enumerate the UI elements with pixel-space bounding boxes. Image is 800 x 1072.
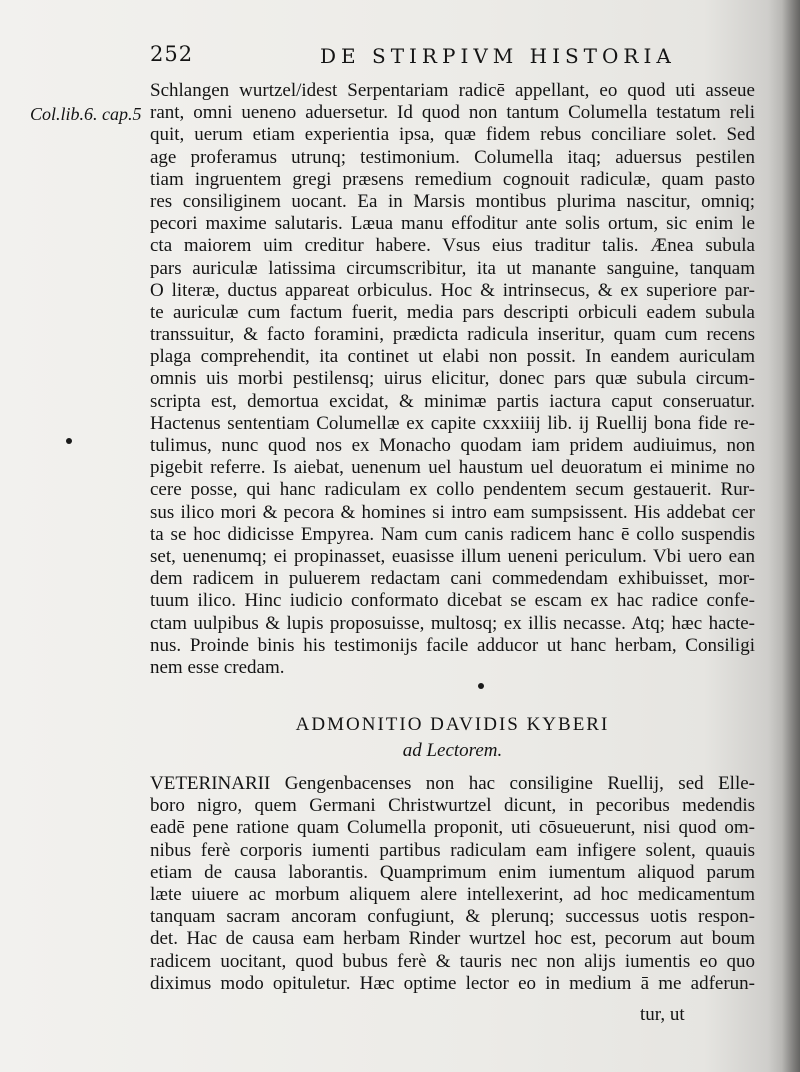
text-line: O literæ, ductus appareat orbiculus. Hoc & intrinsecus, & ex superiore par- xyxy=(150,279,755,301)
text-line: diximus modo opituletur. Hæc optime lector eo in medium ā me adferun- xyxy=(150,972,755,994)
catchword: tur, ut xyxy=(640,1004,685,1025)
text-line: etiam de causa laborantis. Quamprimum enim iumentum aliquod parum xyxy=(150,861,755,883)
text-line: tiam ingruentem gregi præsens remedium cognouit radiculæ, quam pasto xyxy=(150,168,755,190)
text-line: ta se hoc didicisse Empyrea. Nam cum canis radicem hanc ē collo suspendis xyxy=(150,523,755,545)
text-line: cere posse, qui hanc radiculam ex collo pendentem secum gestauerit. Rur- xyxy=(150,479,755,501)
text-line: plaga comprehendit, ita continet ut elabi non possit. In eandem auriculam xyxy=(150,346,755,368)
text-line: VETERINARII Gengenbacenses non hac consiligine Ruellij, sed Elle- xyxy=(150,773,755,794)
text-line: boro nigro, quem Germani Christwurtzel dicunt, in pecoribus medendis xyxy=(150,795,755,817)
text-line: læte uiuere ac morbum aliquem alere intellexerint, ad hoc medicamentum xyxy=(150,883,755,905)
text-line: rant, omni ueneno aduersetur. Id quod non tantum Columella testatum reli xyxy=(150,102,755,124)
margin-note: Col.lib.6. cap.5 xyxy=(30,104,142,124)
text-line: radicem uocitant, quod bubus ferè & tauris nec non alijs iumentis eo quo xyxy=(150,950,755,972)
text-line: te auriculæ cum factum fuerit, media pars descripti orbiculi eadem subula xyxy=(150,301,755,323)
section-title: ADMONITIO DAVIDIS KYBERI xyxy=(295,714,610,735)
text-line: set, uenenumq; ei propinasset, euasisse illum ueneni periculum. Vbi uero ean xyxy=(150,545,755,567)
text-line: pigebit referre. Is aiebat, uenenum uel haustum uel deuoratum ei minime no xyxy=(150,457,755,479)
text-line: Schlangen wurtzel/idest Serpentariam radicē appellant, eo quod uti asseue xyxy=(150,80,755,101)
text-line: tanquam sacram ancoram confugiunt, & plerunq; successus uotis respon- xyxy=(150,906,755,928)
text-line: tulimus, nunc quod nos ex Monacho quodam iam pridem audiuimus, non xyxy=(150,435,755,456)
spine-shadow xyxy=(782,0,800,1072)
text-line: pars auriculæ latissima circumscribitur, ita ut manante sanguine, tanquam xyxy=(150,257,755,279)
text-line: ctam uulpibus & lupis proposuisse, multosq; ex illis necasse. Atq; hæc hacte- xyxy=(150,612,755,634)
text-line: dem radicem in puluerem redactam cani commedendam exhibuisset, mor- xyxy=(150,568,755,590)
ink-spot xyxy=(66,438,72,444)
text-line: pecori maxime salutaris. Læua manu effoditur ante solis ortum, sic enim le xyxy=(150,213,755,235)
page-number: 252 xyxy=(150,42,194,66)
section-subtitle: ad Lectorem. xyxy=(402,740,503,761)
text-line: nem esse credam. xyxy=(150,656,285,678)
page-header xyxy=(150,42,750,68)
text-line: Hactenus sententiam Columellæ ex capite cxxxiiij lib. ij Ruellij bona fide re- xyxy=(150,412,755,434)
text-line: nus. Proinde binis his testimonijs facile adducor ut hanc herbam, Consiligi xyxy=(150,634,755,656)
text-line: det. Hac de causa eam herbam Rinder wurtzel hoc est, pecorum aut boum xyxy=(150,928,755,950)
running-title: DE STIRPIVM HISTORIA xyxy=(320,44,676,68)
text-line: nibus ferè corporis iumenti partibus radiculam eam infigere solent, quauis xyxy=(150,839,755,861)
text-line: sus ilico mori & pecora & homines si intro eam sumpsissent. His addebat cer xyxy=(150,501,755,523)
text-line: tuum ilico. Hinc iudicio conformato dicebat se escam ex hac radice confe- xyxy=(150,590,755,612)
text-line: scripta est, demortua excidat, & minimæ partis iactura caput conseruatur. xyxy=(150,390,755,412)
text-line: cta maiorem uim creditur habere. Vsus eius traditur talis. Ænea subula xyxy=(150,235,755,257)
text-line: transsuitur, & facto foramini, prædicta radicula inseritur, quam cum recens xyxy=(150,324,755,346)
text-line: eadē pene ratione quam Columella proponit, uti cōsueuerunt, nisi quod om- xyxy=(150,817,755,839)
text-line: res consiliginem uocant. Ea in Marsis montibus plurima nascitur, omniq; xyxy=(150,190,755,212)
text-line: omnis uis morbi pestilensq; uirus elicitur, donec pars quæ subula circum- xyxy=(150,368,755,390)
text-line: quit, uerum etiam experientia ipsa, quæ fidem rebus conciliare solet. Sed xyxy=(150,124,755,146)
paragraph-columella xyxy=(150,80,755,679)
paragraph-admonitio xyxy=(150,773,755,995)
text-line: age proferamus utrunq; testimonium. Columella itaq; aduersus pestilen xyxy=(150,146,755,168)
ink-spot xyxy=(478,683,484,689)
